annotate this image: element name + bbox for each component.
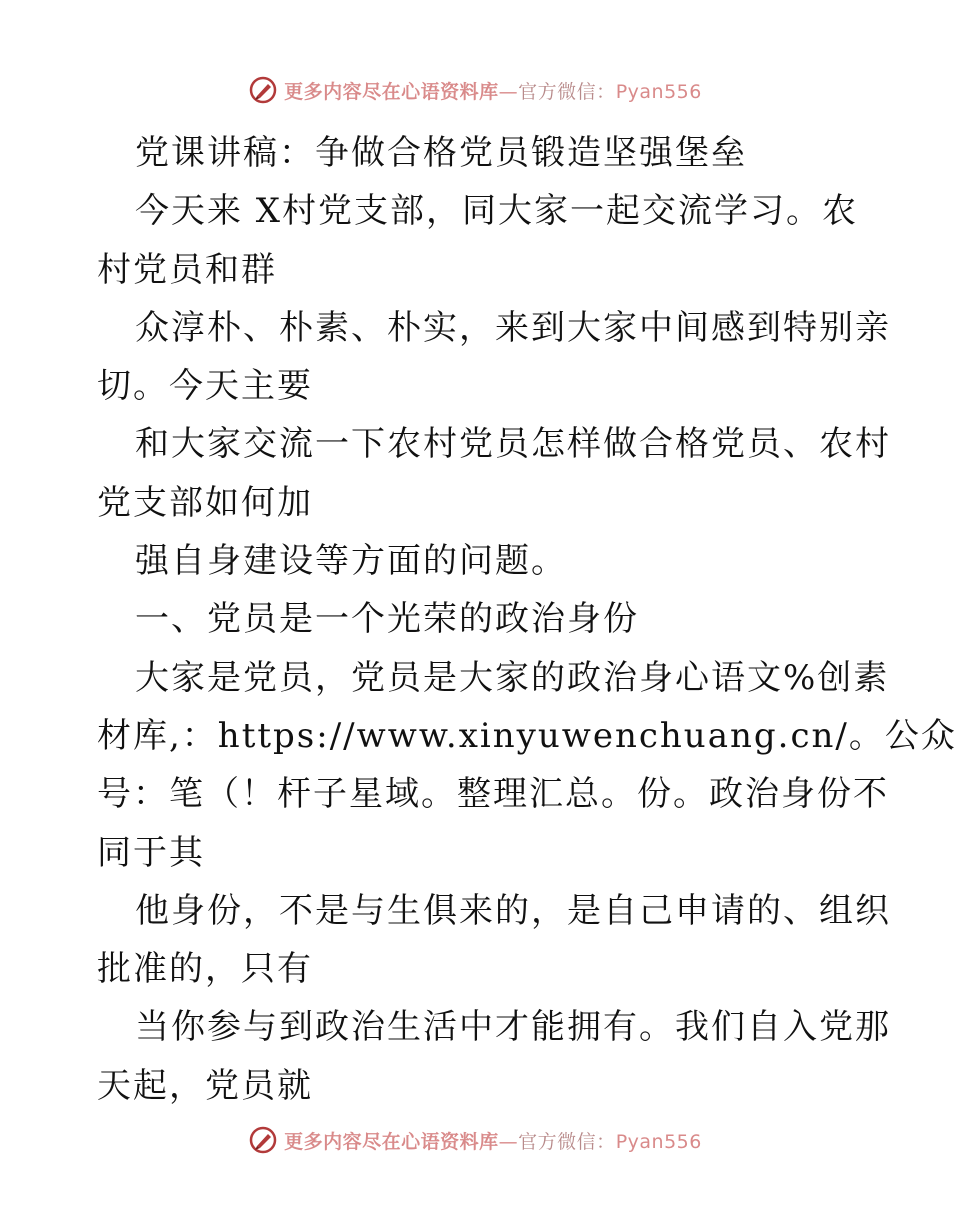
footer-brand: 更多内容尽在心语资料库	[284, 1130, 499, 1153]
text-line: 当你参与到政治生活中才能拥有。我们自入党那	[135, 1007, 891, 1048]
header-wechat-label: 官方微信：	[518, 80, 616, 103]
footer-banner	[0, 1123, 950, 1157]
section-heading: 一、党员是一个光荣的政治身份	[135, 599, 639, 640]
footer-dash: —	[498, 1130, 519, 1153]
text-line: 天起，党员就	[97, 1065, 313, 1106]
text-line: 强自身建设等方面的问题。	[135, 541, 567, 582]
text-line: 大家是党员，党员是大家的政治身心语文%创素	[135, 657, 890, 698]
text-line: 和大家交流一下农村党员怎样做合格党员、农村	[135, 424, 891, 465]
text-line: 他身份，不是与生俱来的，是自己申请的、组织	[135, 890, 891, 931]
text-line: 切。今天主要	[97, 366, 313, 407]
text-line: 批准的，只有	[97, 949, 313, 990]
header-dash: —	[498, 80, 519, 103]
text-line: 今天来 X村党支部，同大家一起交流学习。农	[135, 191, 859, 232]
header-brand: 更多内容尽在心语资料库	[284, 80, 499, 103]
header-banner-text	[284, 77, 702, 104]
footer-banner-text	[284, 1127, 702, 1154]
header-banner	[0, 73, 950, 107]
text-line: 材库,：https://www.xinyuwenchuang.cn/。公众	[97, 715, 957, 756]
document-title: 党课讲稿：争做合格党员锻造坚强堡垒	[135, 133, 747, 173]
text-line: 众淳朴、朴素、朴实，来到大家中间感到特别亲	[135, 307, 891, 348]
footer-wechat-id: Pyan556	[615, 1130, 702, 1153]
pen-circle-logo-icon	[248, 75, 278, 105]
text-line: 党支部如何加	[97, 482, 313, 523]
footer-wechat-label: 官方微信：	[518, 1130, 616, 1153]
text-line: 号：笔（！杆子星域。整理汇总。份。政治身份不	[97, 774, 889, 815]
text-line: 同于其	[97, 832, 205, 873]
text-line: 村党员和群	[97, 249, 277, 290]
pen-circle-logo-icon	[248, 1125, 278, 1155]
header-wechat-id: Pyan556	[615, 80, 702, 103]
document-body	[97, 124, 957, 1115]
